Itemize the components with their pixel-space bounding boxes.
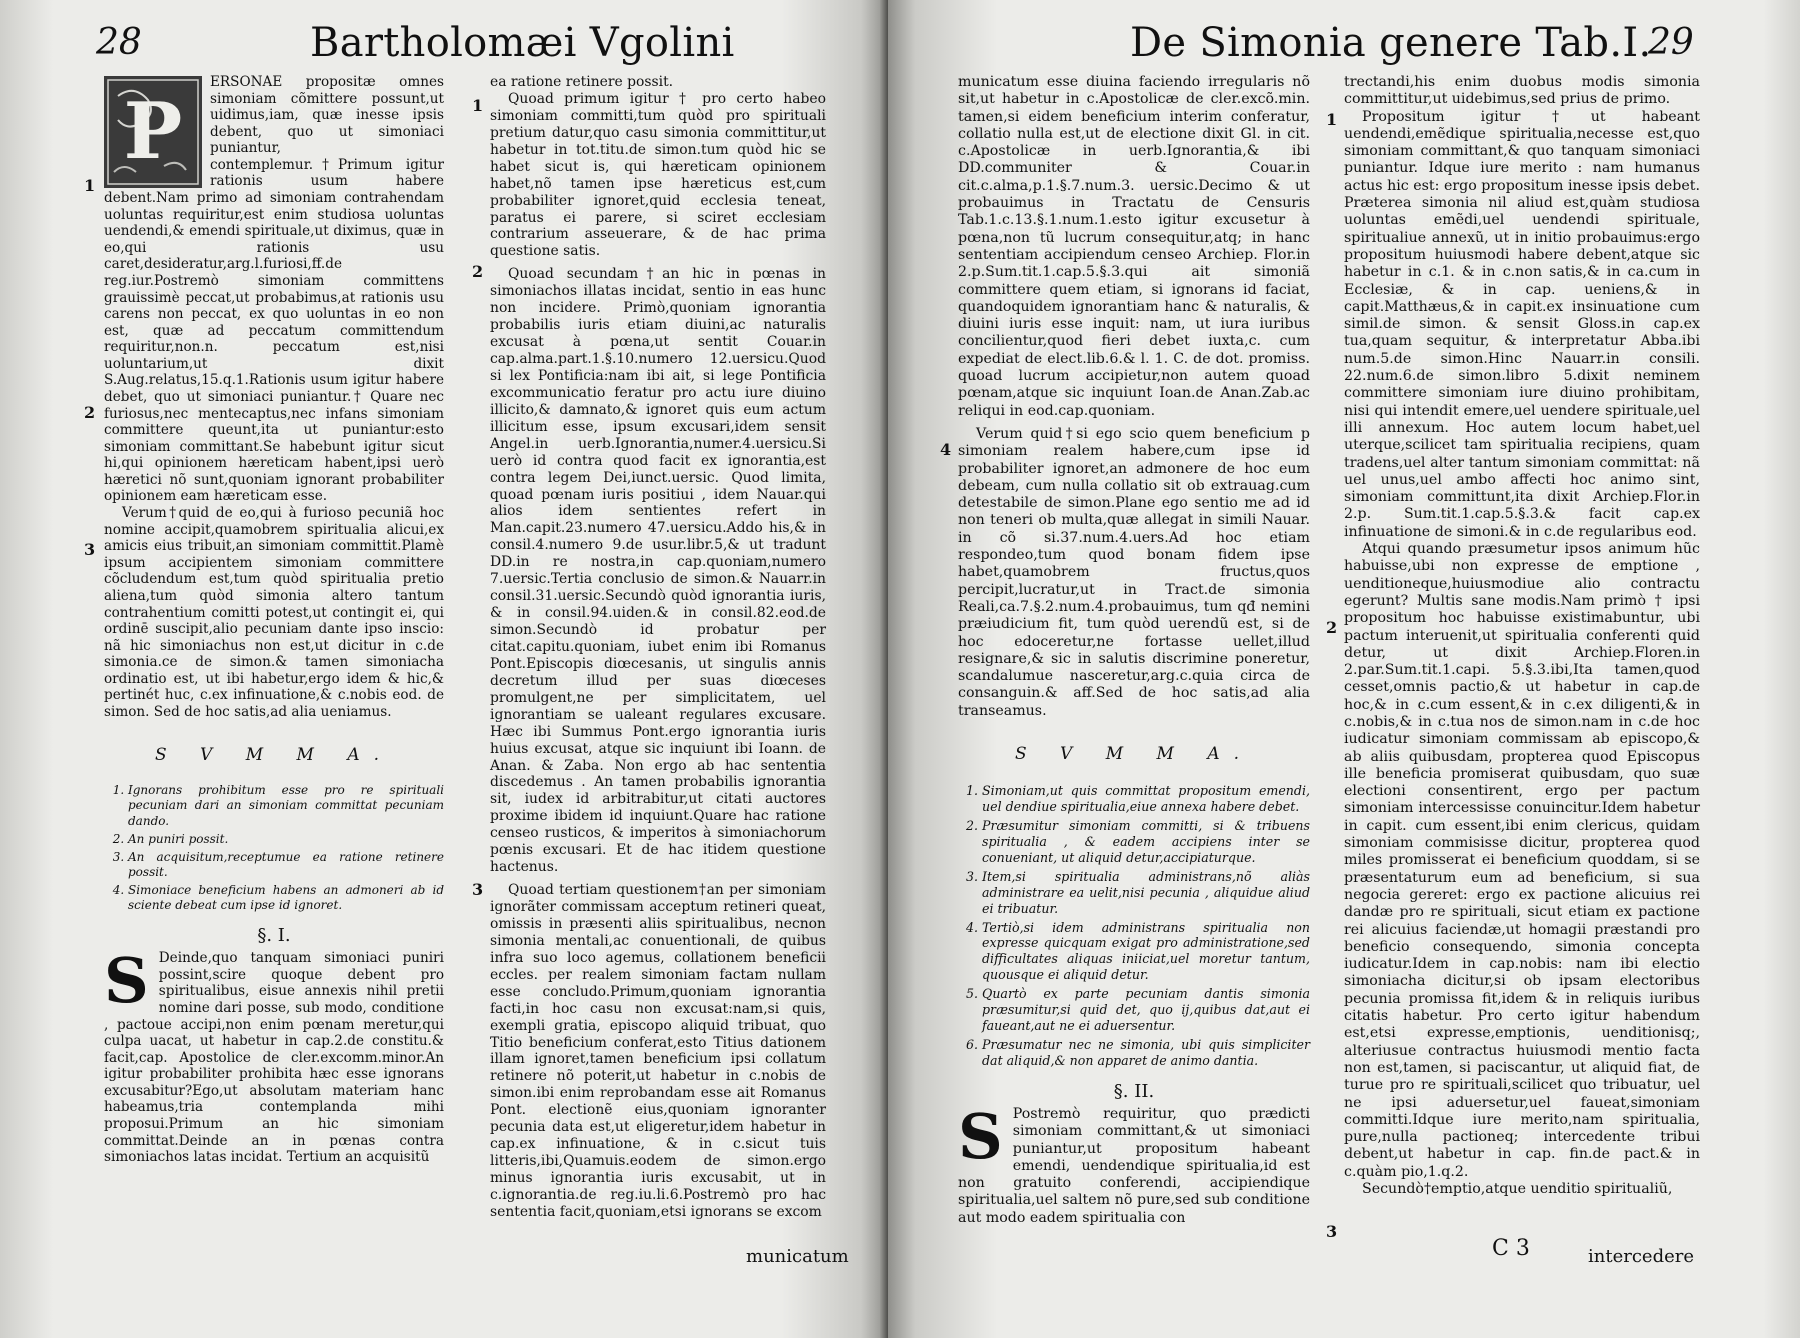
summa-item: 6. Præsumatur nec ne simonia, ubi quis simpliciter dat aliquid,& non apparet de animo dantia. [982, 1037, 1310, 1069]
section-heading: §. I. [257, 924, 291, 946]
decorated-initial-p [104, 76, 202, 188]
margin-number: 2 [472, 262, 484, 281]
running-head-left: Bartholomæi Vgolini [310, 20, 735, 66]
summa-item: 3. An acquisitum,receptumue ea ratione retinere possit. [128, 850, 444, 880]
right-column-2 [1344, 74, 1700, 1198]
summa-list [958, 783, 1310, 1068]
section-heading: §. II. [1113, 1080, 1155, 1102]
summa-heading: S V M M A. [154, 744, 394, 765]
running-head-right: De Simonia genere Tab.I. [1130, 20, 1652, 66]
left-page [0, 0, 888, 1338]
paragraph: trectandi,his enim duobus modis simonia committitur,ut uidebimus,sed prius de primo. [1344, 74, 1700, 108]
summa-item: 1. Ignorans prohibitum esse pro re spirituali pecuniam dari an simoniam committat pecuniam dando. [128, 783, 444, 829]
signature-mark: C 3 [1492, 1236, 1530, 1261]
paragraph: ERSONAE propositæ omnes simoniam cõmittere possunt,ut uidimus,iam, quæ inesse ipsis debent, quo ut simoniaci puniantur, contemplemur.†Primum igitur rationis usum habere debent.Nam primo ad simoniam contrahendam uoluntas requiritur,est enim studiosa uoluntas uendendi,& emendi spirituale,ut diximus, quæ in eo,qui rationis usu caret,desideratur,arg.l.furiosi,ff.de reg.iur.Postremò simoniam committens grauissimè peccat,ut probabimus,at rationis usu carens non peccat, ex quo uoluntas in eo non est, quæ ad peccatum committendum requiritur,non.n. peccatum est,nisi uoluntarium,ut dixit S.Aug.relatus,15.q.1.Rationis usum igitur habere debet, quo ut simoniaci puniantur.† Quare nec furiosus,nec mentecaptus,nec infans simoniam committere queunt,ita ut puniantur:esto simoniam committant.Se habebunt igitur sicut hi,qui opinionem hæreticam habent,ipsi uerò hæretici nõ sunt,quoniam ignorant probabiliter opinionem eam hæreticam esse. [104, 74, 444, 505]
paragraph: Verum†quid de eo,qui à furioso pecuniã hoc nomine accipit,quamobrem spiritualia alicui,ex amicis eius tribuit,an simoniam committit.Plamè ipsum accipientem simoniam committere cõcludendum est,tum quòd spiritualia pretio aliena,tum quòd simonia altero tantum contrahentium comitti potest,ut contingit ei, qui ordinē suscipit,alio pecuniam dante ipso inscio: nã hic simoniachus non est,ut dicitur in c.de simonia.ce de simon.& tamen simoniacha ordinatio est, ut ibi habetur,ergo idem & hic,& pertinét huc, c.ex infinuatione,& c.nobis eod. de simon. Sed de hoc satis,ad alia ueniamus. [104, 505, 444, 720]
paragraph: ea ratione retinere possit. [490, 74, 674, 90]
summa-list [104, 783, 444, 914]
summa-heading: S V M M A. [1014, 743, 1254, 764]
summa-item: 2. Præsumitur simoniam committi, si & tribuens spiritualia , & eadem accipiens inter se conueniant, ut aliquid detur,accipiaturque. [982, 818, 1310, 866]
paragraph: Atqui quando præsumetur ipsos animum hũc habuisse,ubi non expresse de emptione , uenditioneque,huiusmodiue alio contractu egerunt? Multis sane modis.Nam primò † ipsi propositum hoc habuisse existimabuntur, ubi pactum interuenit,ut spiritualia conferenti quid detur, ut dixit Archiep.Floren.in 2.par.Sum.tit.1.capi. 5.§.3.ibi,Ita tamen,quod cesset,omnis pactio,& ut habetur in cap.de hoc,& in c.cum essent,& in c.ex diligenti,& in c.nobis,& in c.tua nos de simon.nam in c.de hoc iudicatur simoniam commissam ab episcopo,& ab aliis quibusdam, propterea quod Episcopus ille beneficia promiserat quibusdam, quo suæ electioni consentirent, ergo per pactum simoniam intercessisse conuincitur.Idem habetur in capit. cum essent,ibi enim clericus, quidam simoniam commisisse dicitur, propterea quod miles promisserat ei beneficium quoddam, si se præsentaturum eum ad beneficium, si sua negocia gereret: ergo ex pactione alicuius rei dandæ pro re spirituali, sicut etiam ex pactione rei alicuius faciendæ,ut homagii præstandi pro beneficio consequendo, simonia concepta iudicatur.Idem in cap.nobis: nam ibi electio simoniacha dicitur,si ob ipsam electoribus pecunia promissa fit,idem & in reliquis iuribus citatis habetur. Pro certo igitur habendum est,etsi expresse,emptionis, uenditionisq;, alteriusue contractus huiusmodi mentio facta non est,tamen, si paciscantur, ut aliquid fiat, de turue pro re spirituali,scilicet quo tribuatur, uel ne ipsi aduersetur,uel faueat,simoniam committi.Idque iure merito,nam spiritualia, pure,nulla pactioneq; intercedente tribui debent,ut habetur in cap. fin.de pact.& in c.quàm pio,1.q.2. [1344, 541, 1700, 1180]
margin-number: 1 [1326, 110, 1338, 129]
paragraph: Secundò†emptio,atque uenditio spiritualiũ, [1362, 1181, 1673, 1197]
left-column-1 [104, 74, 444, 1166]
paragraph: municatum esse diuina faciendo irregularis nõ sit,ut habetur in c.Apostolicæ de cler.excõ.min. tamen,si eidem beneficium interim conferatur, collatio nulla est,ut de electione dixit Gl. in cit. c.Apostolicæ in uerb.Ignorantia,& ibi DD.communiter & Couar.in cit.c.alma,p.1.§.7.num.3. uersic.Decimo & ut probauimus in Tractatu de Censuris Tab.1.c.13.§.1.num.1.esto igitur excusetur à pœna,non tũ lucrum consequitur,atq; in hanc sententiam accipiendum censeo Archiep. Flor.in 2.p.Sum.tit.1.cap.5.§.3.qui ait simoniã committere quem etiam, si ignorans id faciat, quandoquidem ignorantiam hanc & naturalis, & diuini iuris esse inquit: nam, ut iura iuribus concilientur,quod fieri debet iuxta,c. cum expediat de elect.lib.6.& l. 1. C. de dot. promiss. quoad lucrum accipietur,non autem quoad pœnam,atque sic inquiunt Ioan.de Anan.Zab.ac reliqui in eod.cap.quoniam. [958, 74, 1310, 419]
paragraph: Propositum igitur†ut habeant uendendi,emẽdique spiritualia,necesse est,quo simoniam committant,& quo tanquam simoniaci puniantur. Idque iure merito : nam humanus actus hic est: ergo propositum inesse ipsis debet. Præterea simonia nil aliud est,quàm studiosa uoluntas emẽdi,uel uendendi spirituale, spiritualiue annexũ, ut in initio probauimus:ergo propositum huiusmodi habere debent,atque sic habetur in c.1. & in c.non satis,& in ca.cum in Ecclesiæ, & in cap. ueniens,& in capit.Matthæus,& in capit.ex insinuatione cum simil.de simon. & sensit Gloss.in cap.ex tua,quam sequitur, & interpretatur Abba.ibi num.5.de simon.Hinc Nauarr.in consili. 22.num.6.de simon.libro 5.dixit neminem committere simoniam iure diuino prohibitam, nisi qui intendit emere,uel uendere spirituale,uel illi annexum. Hoc autem locum habet,uel uterque,scilicet tam spiritualia recipiens, quam tradens,uel alter tantum simoniam committat: nã uel unus,uel ambo affecti hoc animo sint, simoniam committunt,ita dixit Archiep.Flor.in 2.p. Sum.tit.1.cap.5.§.3.& facit cap.ex infinuatione de simoni.& in c.de regularibus eod. [1344, 108, 1700, 540]
margin-number: 2 [1326, 618, 1338, 637]
paragraph: Quoad primum igitur † pro certo habeo simoniam committi,tum quòd pro spirituali pretium datur,quo casu simonia committitur,ut habetur in tot.titu.de simon.tum quòd hic se habet sicut is, qui hæreticam opinionem habet,nõ tamen ipse hæreticus est,cum probabiliter ignoret,quid ecclesia teneat, paratus ei parere, si sciret ecclesiam contrarium asseuerare, & de hac prima questione satis. [490, 90, 826, 260]
right-page [888, 0, 1800, 1338]
initial-s: S [958, 1099, 1003, 1173]
summa-item: 5. Quartò ex parte pecuniam dantis simonia præsumitur,si quid det, quo ij,quibus dat,aut ei faueant,aut ne ei aduersentur. [982, 986, 1310, 1034]
paragraph: Verum quid†si ego scio quem beneficium p simoniam realem habere,cum ipse id probabiliter ignoret,an admonere de hoc eum debeam, cum nulla collatio sit ob extrauag.cum detestabile de simon.Plane ego sentio me ad id non teneri ob multa,quæ allegat in simili Nauar. in cõ si.37.num.4.uers.Ad hoc etiam respondeo,tum quod bonam fidem ipse habet,quamobrem fructus,quos percipit,lucratur,ut in Tract.de simonia Reali,ca.7.§.2.num.4.probauimus, tum qđ nemini præiudicium fit, tum quòd uerendũ est, si de hoc edoceretur,ne fortasse uellet,illud resignare,& sic in salutis discrimine poneretur, scandalumue nasceretur,arg.c.quia circa de consanguin.& aff.Sed de hoc satis,ad alia transeamus. [958, 425, 1310, 719]
paragraph: Quoad secundam†an hic in pœnas in simoniachos illatas incidat, sentio in eas hunc non incidere. Primò,quoniam ignorantia probabilis iuris etiam diuini,ac naturalis excusat à pœna,ut sentit Couar.in cap.alma.part.1.§.10.numero 12.uersicu.Quod si lex Pontificia:nam ibi ait, si lege Pontificia excommunicatio feratur pro actu iure diuino illicito,& damnato,& ignoret quis eum actum illicitum esse, ipsum excusari,idem sensit Angel.in uerb.Ignorantia,numer.4.uersicu.Si uerò id contra quod facit ex ignorantia,est contra legem Dei,iunct.uersic. Quod limita, quoad pœnam iuris positiui , idem Nauar.qui alios idem sentientes refert in Man.capit.23.numero 47.uersicu.Addo his,& in consil.4.numero 9.de usur.libr.5,& ut tradunt DD.in re nostra,in cap.quoniam,numero 7.uersic.Tertia conclusio de simon.& Nauarr.in consil.31.uersic.Secundò quòd ignorantia iuris, & in consil.94.uiden.& in consil.82.eod.de simon.Secundò id probatur per citat.capitu.quoniam, iubet enim ibi Romanus Pont.Episcopis diœcesanis, ut singulis annis decretum illud per suas diœceses promulgent,ne per simplicitatem, uel ignorantiam se ualeant regulares excusare. Hæc ibi Summus Pont.ergo ignorantia iuris huius excusat, atque sic inquiunt ibi Ioann. de Anan. & Zaba. Non ergo ab hac sententia discedemus . An tamen probabilis ignorantia sit, iudex id arbitrabitur,ut citati auctores proxime ibidem id inquiunt.Quare hac ratione censeo rusticos, & imperitos à simoniachorum pœnis excusari. Et de hac itidem questione hactenus. [490, 266, 826, 876]
catchword-right: intercedere [1588, 1246, 1695, 1267]
margin-number: 4 [940, 440, 952, 459]
right-column-1 [958, 74, 1310, 1227]
margin-number: 3 [472, 880, 484, 899]
margin-number: 2 [84, 403, 96, 422]
catchword-left: municatum [746, 1246, 849, 1267]
margin-number: 1 [84, 176, 96, 195]
left-column-2 [490, 74, 826, 1221]
initial-s: S [104, 944, 149, 1018]
summa-item: 2. An puniri possit. [128, 832, 444, 847]
folio-right: 29 [1648, 22, 1694, 63]
summa-item: 4. Simoniace beneficium habens an admoneri ab id sciente debeat cum ipse id ignoret. [128, 883, 444, 913]
paragraph: Deinde,quo tanquam simoniaci puniri possint,scire quoque debent pro spiritualibus, eisue annexis nihil pretii nomine dari posse, sub modo, conditione , pactoue accipi,non enim pœnam meretur,qui culpa uacat, ut habetur in cap.2.de constitu.& facit,cap. Apostolice de cler.excomm.minor.An igitur probabiliter prohibita hæc esse ignorans excusabitur?Ego,ut absolutam materiam hanc habeamus,tria contemplanda mihi proposui.Primum an hic simoniam committat.Deinde an in pœnas contra simoniachos latas incidat. Tertium an acquisitũ [104, 950, 444, 1166]
margin-number: 3 [1326, 1222, 1338, 1241]
summa-item: 4. Tertiò,si idem administrans spiritualia non expresse quicquam exigat pro administratione,sed difficultates aliquas iniiciat,uel moretur tantum, quousque ei aliquid detur. [982, 920, 1310, 984]
folio-left: 28 [96, 22, 142, 63]
svg-text:P: P [123, 86, 183, 177]
paragraph: Quoad tertiam questionem†an per simoniam ignorãter commissam acceptum retineri queat, omissis in præsenti aliis spiritualibus, necnon simonia mentali,ac conuentionali, de quibus infra suo loco agemus, collationem beneficii eccles. per realem simoniam factam nullam esse concludo.Primum,quoniam ignorantia facti,in hoc casu non excusat:nam,si quis, exempli gratia, episcopo aliquid tribuat, quo Titio beneficium conferat,esto Titius dationem illam ignoret,tamen beneficium ipsi collatum retinere nõ poterit,ut habetur in c.nobis de simon.ibi enim reprobandam esse ait Romanus Pont. electionẽ eius,quoniam ignoranter pecunia data est,ut eligeretur,idem habetur in cap.ex infinuatione, & in c.sicut tuis litteris,ibi,Quamuis.eodem de simon.ergo minus ignorantia iuris excusabit, ut in c.ignorantia.de reg.iu.li.6.Postremò pro hac sententia facit,quoniam,etsi ignorans se excom [490, 882, 826, 1220]
summa-item: 1. Simoniam,ut quis committat propositum emendi, uel dendiue spiritualia,eiue annexa habere debet. [982, 783, 1310, 815]
margin-number: 3 [84, 540, 96, 559]
summa-item: 3. Item,si spiritualia administrans,nõ aliàs administrare ea uelit,nisi pecunia , aliquidue aliud ei tribuatur. [982, 869, 1310, 917]
paragraph: Postremò requiritur, quo prædicti simoniam committant,& ut simoniaci puniantur,ut propositum habeant emendi, uendendique spiritualia,id est non gratuito conferendi, accipiendique spiritualia,uel saltem nõ pure,sed sub conditione aut modo eadem spiritualia con [958, 1105, 1310, 1226]
margin-number: 1 [472, 96, 484, 115]
